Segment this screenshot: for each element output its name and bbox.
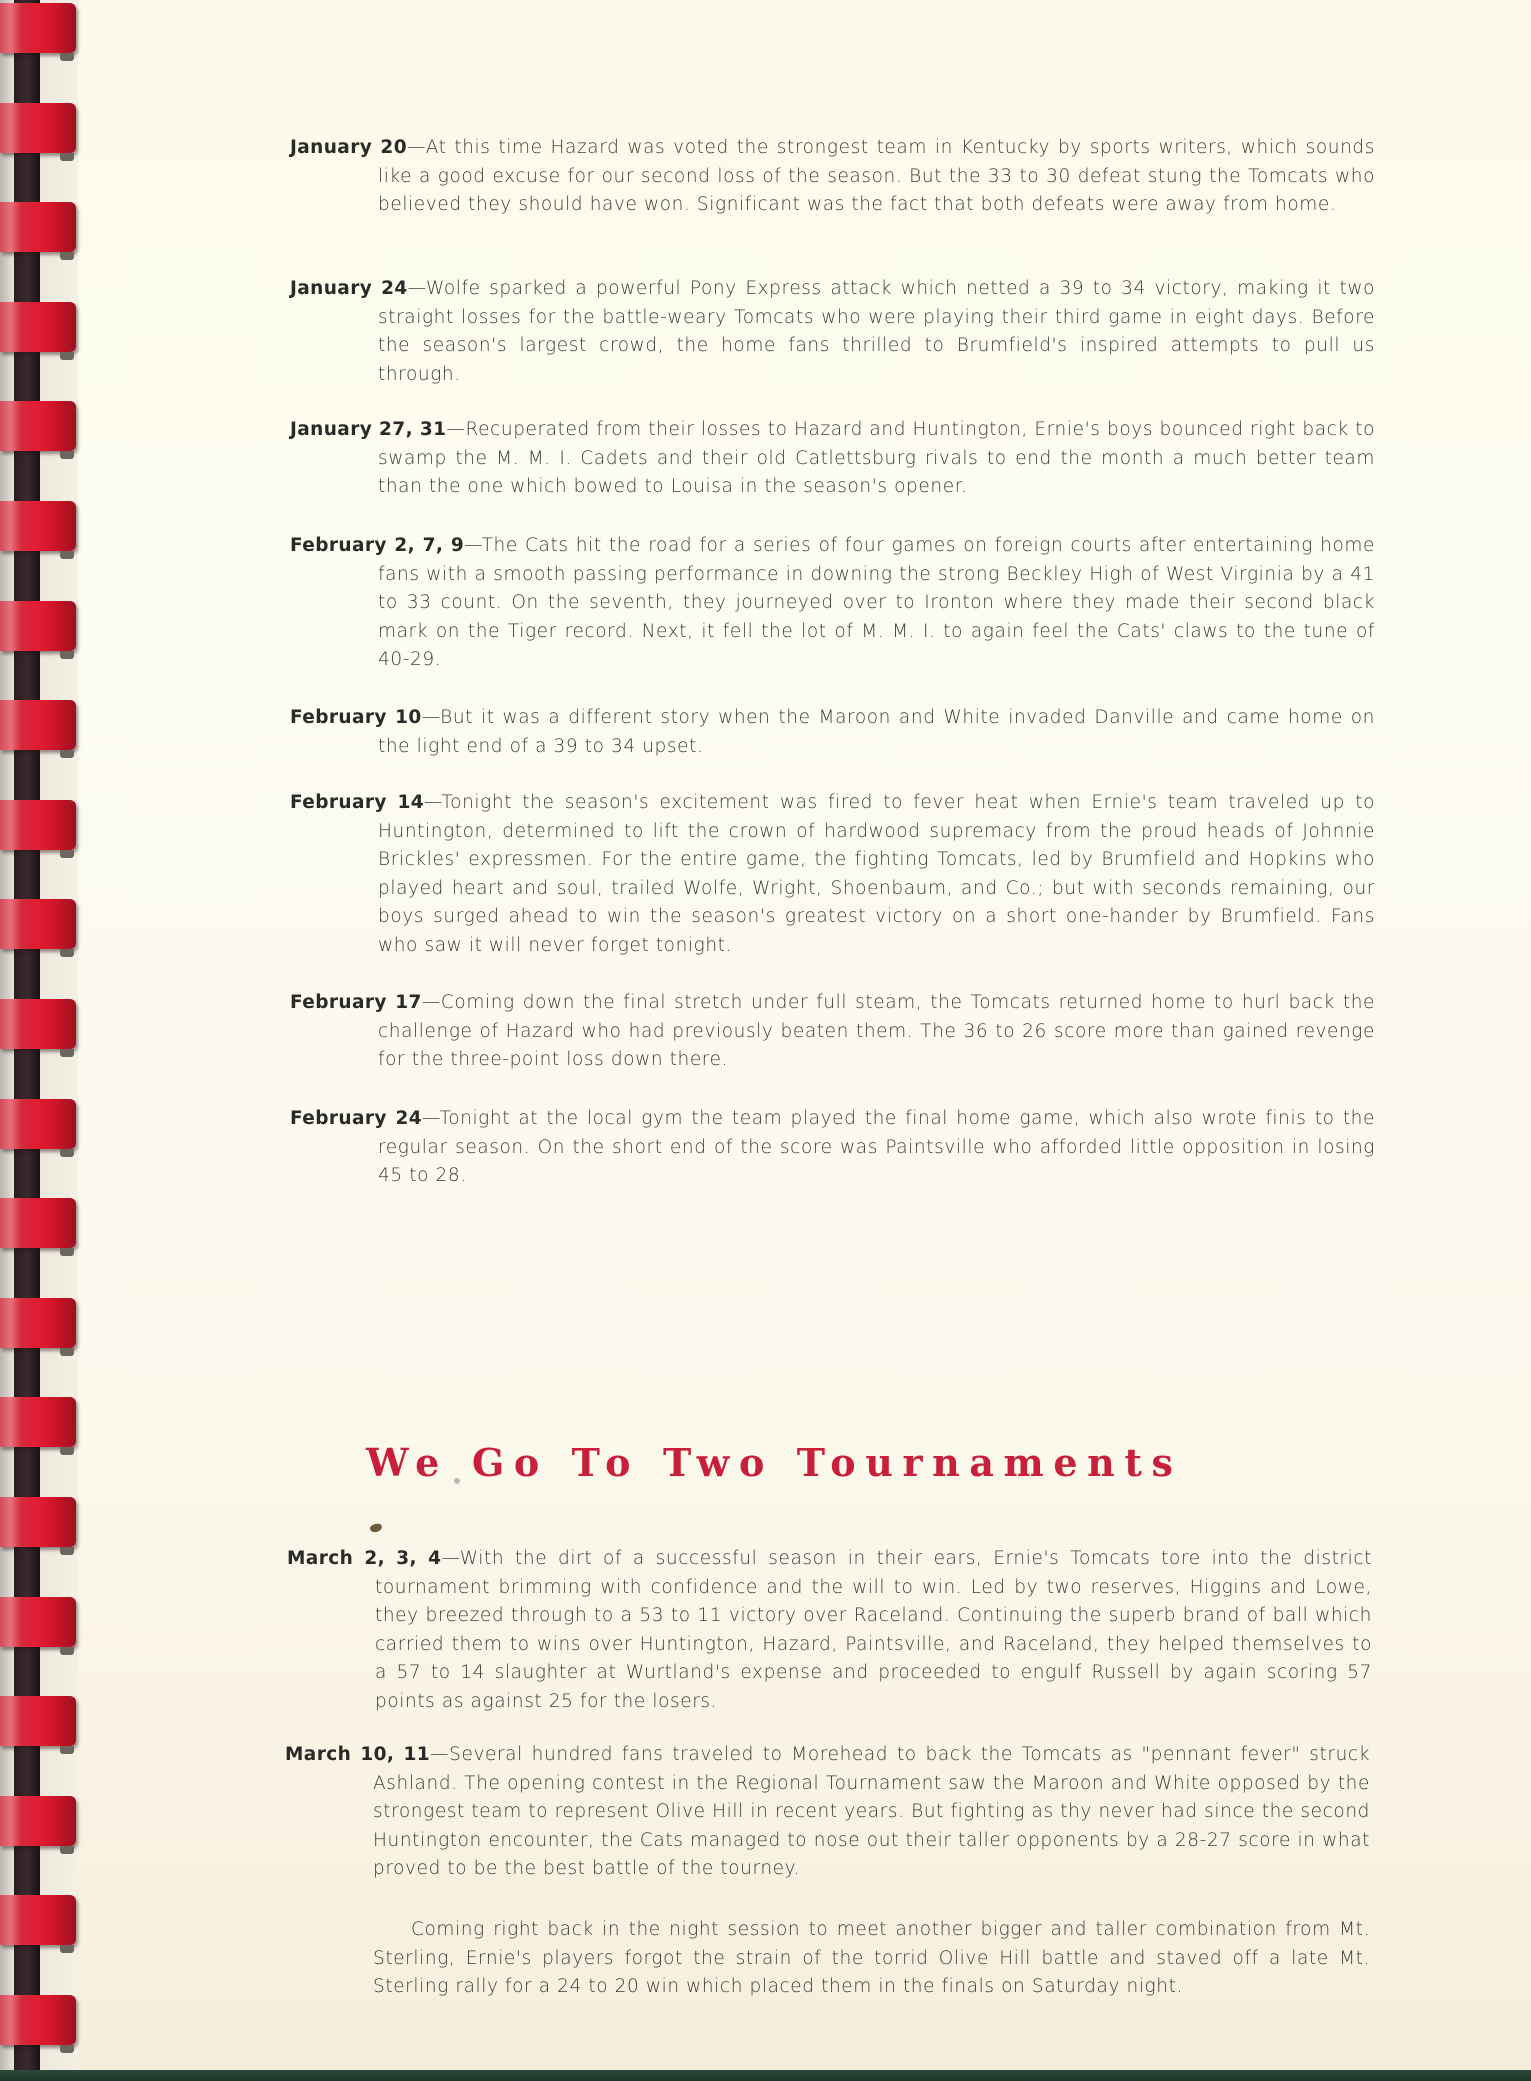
entry-date: March 2, 3, 4 xyxy=(287,1548,442,1569)
entry-text: Tonight at the local gym the team played the final home game, which also wrote finis to the regular season. On the short end of the score was Paintsville who afforded little opposition in losing 45 to 28. xyxy=(378,1108,1375,1187)
entry-date: February 14 xyxy=(290,792,425,813)
entry-date: February 2, 7, 9 xyxy=(290,535,465,556)
binding-ring xyxy=(0,1497,76,1547)
binding-ring xyxy=(0,1796,76,1846)
entry-january-20 xyxy=(290,134,1375,220)
entry-date: January 24 xyxy=(290,278,408,299)
binding-ring xyxy=(0,501,76,551)
entry-dash: — xyxy=(406,137,426,158)
entry-february-17 xyxy=(290,989,1375,1075)
entry-dash: — xyxy=(441,1548,460,1569)
entry-january-27-31 xyxy=(290,416,1375,502)
heading-word: Go xyxy=(471,1440,549,1485)
entry-text: Recuperated from their losses to Hazard and Huntington, Ernie's boys bounced right back to swamp the M. M. I. Cadets and their old Catlettsburg rivals to end the month a much better team than the one which bowed to Louisa in the season's opener. xyxy=(378,419,1376,498)
entry-text: The Cats hit the road for a series of four games on foreign courts after entertaining home fans with a smooth passing performance in downing the strong Beckley High of West Virginia by a 41 to 33 count. On the seventh, they journeyed over to Ironton where they made their second black mark on the Tiger record. Next, it fell the lot of M. M. I. to again feel the Cats' claws to the tune of 40-29. xyxy=(378,535,1375,671)
book-cover-edge xyxy=(0,2070,1531,2081)
entry-february-14 xyxy=(290,789,1375,961)
binding-ring xyxy=(0,800,76,850)
binding-ring xyxy=(0,1597,76,1647)
entry-january-24 xyxy=(290,275,1375,389)
entry-continuation xyxy=(285,1916,1370,2002)
entry-text: Wolfe sparked a powerful Pony Express attack which netted a 39 to 34 victory, making it two straight losses for the battle-weary Tomcats who were playing their third game in eight days. Before the season's largest crowd, the home fans thrilled to Brumfield's inspired attempts to pull us through. xyxy=(378,278,1375,385)
entry-text: Several hundred fans traveled to Morehead to back the Tomcats as "pennant fever" struck Ashland. The opening contest in the Regional Tournament saw the Maroon and White opposed by the strongest team to represent Olive Hill in recent years. But fighting as thy never had since the second Huntington encounter, the Cats managed to nose out their taller opponents by a 28-27 score in what proved to be the best battle of the tourney. xyxy=(373,1744,1371,1880)
entry-march-2-3-4 xyxy=(287,1545,1372,1717)
binding-ring xyxy=(0,202,76,252)
entry-text: At this time Hazard was voted the strongest team in Kentucky by sports writers, which sounds like a good excuse for our second loss of the season. But the 33 to 30 defeat stung the Tomcats who believed they should have won. Significant was the fact that both defeats were away from home. xyxy=(378,137,1375,216)
section-heading xyxy=(366,1440,1266,1485)
binding-ring xyxy=(0,1397,76,1447)
binding-ring xyxy=(0,1298,76,1348)
entry-dash: — xyxy=(422,1108,440,1129)
heading-word: To xyxy=(571,1440,641,1485)
binding-ring xyxy=(0,401,76,451)
entry-dash: — xyxy=(424,792,442,813)
binding-ring xyxy=(0,302,76,352)
entry-date: February 17 xyxy=(290,992,422,1013)
entry-february-24 xyxy=(290,1105,1375,1191)
entry-date: March 10, 11 xyxy=(285,1744,431,1765)
binding-ring xyxy=(0,700,76,750)
binding-ring xyxy=(0,1696,76,1746)
entry-dash: — xyxy=(421,707,441,728)
entry-date: January 27, 31 xyxy=(290,419,447,440)
entry-march-10-11 xyxy=(285,1741,1370,1884)
entry-dash: — xyxy=(430,1744,450,1765)
heading-word: We xyxy=(366,1440,449,1485)
entry-dash: — xyxy=(464,535,482,556)
entry-dash: — xyxy=(421,992,441,1013)
binding-ring xyxy=(0,899,76,949)
entry-february-10 xyxy=(290,704,1375,761)
heading-word: Two xyxy=(662,1440,774,1485)
entry-february-2-7-9 xyxy=(290,532,1375,675)
binding-ring xyxy=(0,1198,76,1248)
binding-ring xyxy=(0,999,76,1049)
binding-ring xyxy=(0,1995,76,2045)
entry-text: Coming down the final stretch under full steam, the Tomcats returned home to hurl back the challenge of Hazard who had previously beaten them. The 36 to 26 score more than gained revenge for the three-point loss down there. xyxy=(378,992,1375,1071)
spiral-binding xyxy=(0,0,80,2070)
entry-date: January 20 xyxy=(290,137,407,158)
binding-ring xyxy=(0,103,76,153)
entry-text: With the dirt of a successful season in their ears, Ernie's Tomcats tore into the district tournament brimming with confidence and the will to win. Led by two reserves, Higgins and Lowe, they breezed through to a 53 to 11 victory over Raceland. Continuing the superb brand of ball which carried them to wins over Huntington, Hazard, Paintsville, and Raceland, they helped themselves to a 57 to 14 slaughter at Wurtland's expense and proceeded to engulf Russell by again scoring 57 points as against 25 for the losers. xyxy=(375,1548,1372,1712)
entry-dash: — xyxy=(407,278,427,299)
binding-ring xyxy=(0,601,76,651)
entry-text: Tonight the season's excitement was fired to fever heat when Ernie's team traveled up to Huntington, determined to lift the crown of hardwood supremacy from the proud heads of Johnnie Brickles' expressmen. For the entire game, the fighting Tomcats, led by Brumfield and Hopkins who played heart and soul, trailed Wolfe, Wright, Shoenbaum, and Co.; but with seconds remaining, our boys surged ahead to win the season's greatest victory on a short one-hander by Brumfield. Fans who saw it will never forget tonight. xyxy=(378,792,1375,956)
binding-ring xyxy=(0,3,76,53)
ink-smudge xyxy=(369,1523,383,1534)
entry-date: February 10 xyxy=(290,707,422,728)
entry-text: Coming right back in the night session to meet another bigger and taller combination from Mt. Sterling, Ernie's players forgot the strain of the torrid Olive Hill battle and staved off a late Mt. Sterling rally for a 24 to 20 win which placed them in the finals on Saturday night. xyxy=(373,1919,1370,1998)
entry-text: But it was a different story when the Maroon and White invaded Danville and came home on the light end of a 39 to 34 upset. xyxy=(378,707,1375,757)
entry-date: February 24 xyxy=(290,1108,423,1129)
binding-ring xyxy=(0,1099,76,1149)
entry-dash: — xyxy=(446,419,466,440)
heading-word: Tournaments xyxy=(796,1440,1183,1485)
binding-ring xyxy=(0,1895,76,1945)
